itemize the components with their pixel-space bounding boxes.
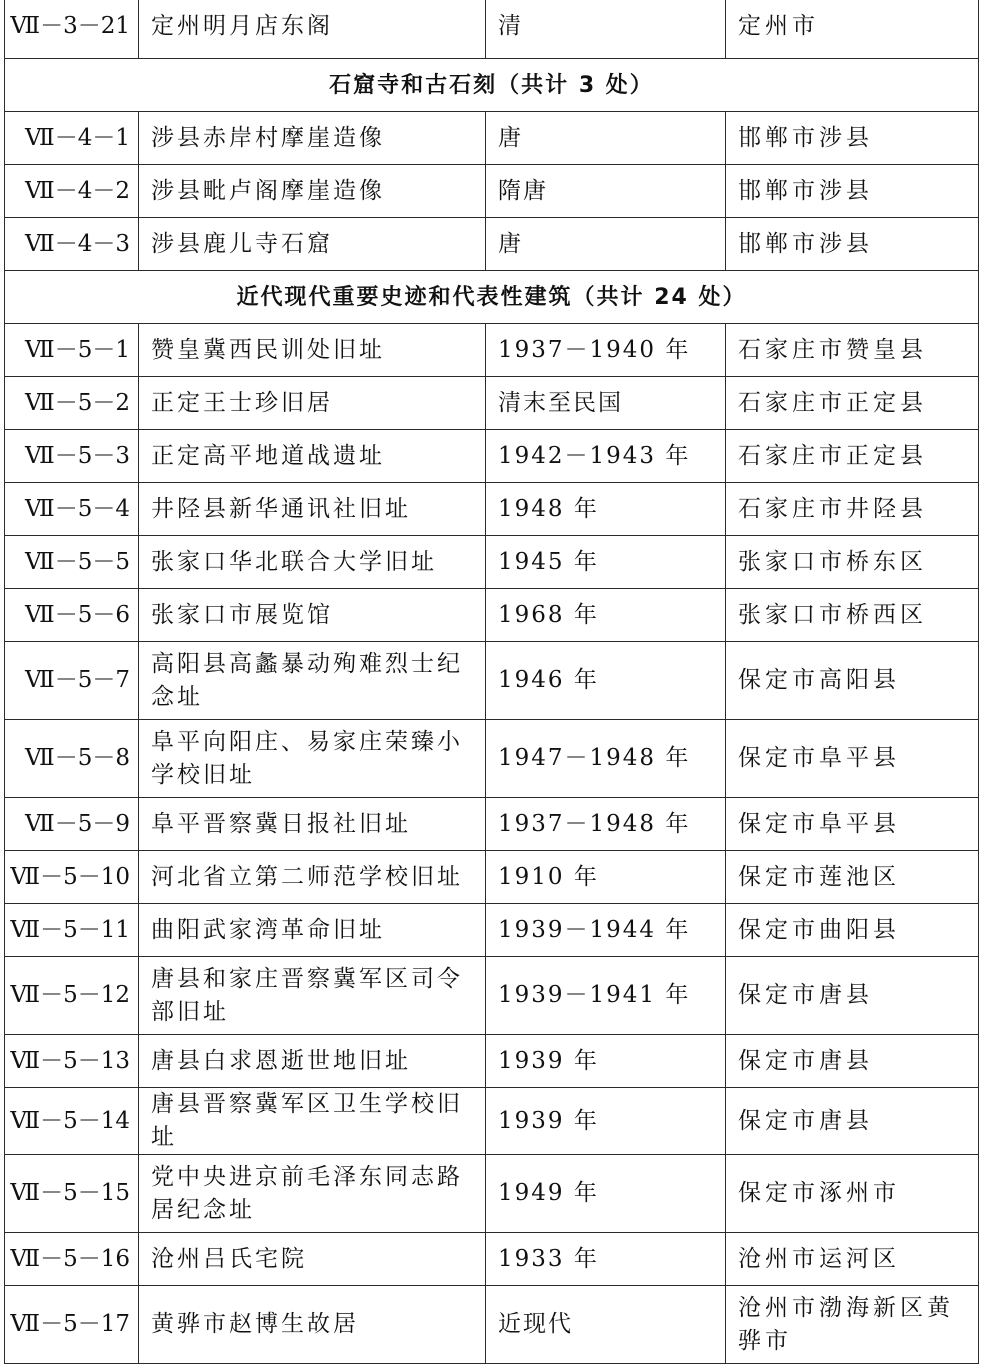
- site-name-cell: 阜平晋察冀日报社旧址: [139, 798, 486, 851]
- site-location-cell: 沧州市运河区: [726, 1233, 979, 1286]
- site-name-cell: 张家口市展览馆: [139, 589, 486, 642]
- site-era-cell: 唐: [486, 218, 726, 271]
- table-row: [5, 483, 979, 536]
- site-name-cell: 沧州吕氏宅院: [139, 1233, 486, 1286]
- site-location-cell: 保定市唐县: [726, 957, 979, 1035]
- site-code-cell: Ⅶ－5－15: [5, 1155, 139, 1233]
- site-code-cell: Ⅶ－5－6: [5, 589, 139, 642]
- site-name-cell: 涉县赤岸村摩崖造像: [139, 112, 486, 165]
- site-code-cell: Ⅶ－5－9: [5, 798, 139, 851]
- site-name-cell: 涉县毗卢阁摩崖造像: [139, 165, 486, 218]
- table-row: [5, 1286, 979, 1364]
- site-code-cell: Ⅶ－5－4: [5, 483, 139, 536]
- site-name-cell: 黄骅市赵博生故居: [139, 1286, 486, 1364]
- site-era-cell: 清: [486, 0, 726, 59]
- section-header-row: [5, 271, 979, 324]
- site-code-cell: Ⅶ－4－1: [5, 112, 139, 165]
- site-code-cell: Ⅶ－5－17: [5, 1286, 139, 1364]
- site-location-cell: 定州市: [726, 0, 979, 59]
- site-era-cell: 1947－1948 年: [486, 720, 726, 798]
- site-name-cell: 唐县和家庄晋察冀军区司令部旧址: [139, 957, 486, 1035]
- table-row: [5, 1088, 979, 1155]
- table-row: [5, 1233, 979, 1286]
- site-era-cell: 1968 年: [486, 589, 726, 642]
- table-row: [5, 536, 979, 589]
- site-name-cell: 唐县晋察冀军区卫生学校旧址: [139, 1088, 486, 1155]
- site-era-cell: 隋唐: [486, 165, 726, 218]
- site-era-cell: 1942－1943 年: [486, 430, 726, 483]
- site-era-cell: 1939－1941 年: [486, 957, 726, 1035]
- site-location-cell: 石家庄市正定县: [726, 377, 979, 430]
- table-row: [5, 798, 979, 851]
- site-code-cell: Ⅶ－5－14: [5, 1088, 139, 1155]
- table-row: [5, 430, 979, 483]
- site-name-cell: 阜平向阳庄、易家庄荣臻小学校旧址: [139, 720, 486, 798]
- section-header-row: [5, 59, 979, 112]
- site-code-cell: Ⅶ－3－21: [5, 0, 139, 59]
- site-era-cell: 1939 年: [486, 1088, 726, 1155]
- table-row: [5, 377, 979, 430]
- site-code-cell: Ⅶ－5－5: [5, 536, 139, 589]
- site-name-cell: 井陉县新华通讯社旧址: [139, 483, 486, 536]
- site-era-cell: 清末至民国: [486, 377, 726, 430]
- site-location-cell: 邯郸市涉县: [726, 218, 979, 271]
- table-row: [5, 1155, 979, 1233]
- table-row: [5, 218, 979, 271]
- site-code-cell: Ⅶ－4－3: [5, 218, 139, 271]
- site-code-cell: Ⅶ－5－12: [5, 957, 139, 1035]
- heritage-sites-table: [4, 0, 979, 1364]
- site-code-cell: Ⅶ－5－11: [5, 904, 139, 957]
- table-row: [5, 165, 979, 218]
- site-code-cell: Ⅶ－5－1: [5, 324, 139, 377]
- site-era-cell: 1910 年: [486, 851, 726, 904]
- table-row: [5, 642, 979, 720]
- site-name-cell: 河北省立第二师范学校旧址: [139, 851, 486, 904]
- site-name-cell: 定州明月店东阁: [139, 0, 486, 59]
- site-name-cell: 张家口华北联合大学旧址: [139, 536, 486, 589]
- site-location-cell: 保定市阜平县: [726, 798, 979, 851]
- site-code-cell: Ⅶ－4－2: [5, 165, 139, 218]
- site-location-cell: 保定市涿州市: [726, 1155, 979, 1233]
- site-name-cell: 正定高平地道战遗址: [139, 430, 486, 483]
- site-code-cell: Ⅶ－5－10: [5, 851, 139, 904]
- site-location-cell: 保定市阜平县: [726, 720, 979, 798]
- site-location-cell: 保定市曲阳县: [726, 904, 979, 957]
- site-era-cell: 1946 年: [486, 642, 726, 720]
- site-name-cell: 曲阳武家湾革命旧址: [139, 904, 486, 957]
- site-location-cell: 保定市莲池区: [726, 851, 979, 904]
- site-location-cell: 保定市高阳县: [726, 642, 979, 720]
- site-name-cell: 正定王士珍旧居: [139, 377, 486, 430]
- site-era-cell: 1937－1940 年: [486, 324, 726, 377]
- site-code-cell: Ⅶ－5－8: [5, 720, 139, 798]
- site-location-cell: 石家庄市赞皇县: [726, 324, 979, 377]
- section-title: 石窟寺和古石刻（共计 3 处）: [5, 59, 979, 112]
- site-code-cell: Ⅶ－5－3: [5, 430, 139, 483]
- site-name-cell: 唐县白求恩逝世地旧址: [139, 1035, 486, 1088]
- section-title: 近代现代重要史迹和代表性建筑（共计 24 处）: [5, 271, 979, 324]
- site-code-cell: Ⅶ－5－7: [5, 642, 139, 720]
- site-location-cell: 保定市唐县: [726, 1088, 979, 1155]
- site-location-cell: 石家庄市正定县: [726, 430, 979, 483]
- site-location-cell: 邯郸市涉县: [726, 112, 979, 165]
- site-code-cell: Ⅶ－5－16: [5, 1233, 139, 1286]
- site-code-cell: Ⅶ－5－13: [5, 1035, 139, 1088]
- site-name-cell: 高阳县高蠡暴动殉难烈士纪念址: [139, 642, 486, 720]
- site-era-cell: 1939 年: [486, 1035, 726, 1088]
- table-row: [5, 904, 979, 957]
- table-row: [5, 589, 979, 642]
- table-body: [5, 0, 979, 1364]
- site-name-cell: 赞皇冀西民训处旧址: [139, 324, 486, 377]
- site-location-cell: 邯郸市涉县: [726, 165, 979, 218]
- table-row: [5, 720, 979, 798]
- table-row: [5, 324, 979, 377]
- table-row: [5, 957, 979, 1035]
- site-era-cell: 1945 年: [486, 536, 726, 589]
- table-row: [5, 1035, 979, 1088]
- site-name-cell: 涉县鹿儿寺石窟: [139, 218, 486, 271]
- site-location-cell: 张家口市桥东区: [726, 536, 979, 589]
- table-row: [5, 112, 979, 165]
- site-name-cell: 党中央进京前毛泽东同志路居纪念址: [139, 1155, 486, 1233]
- site-era-cell: 唐: [486, 112, 726, 165]
- site-era-cell: 1939－1944 年: [486, 904, 726, 957]
- site-era-cell: 近现代: [486, 1286, 726, 1364]
- site-location-cell: 沧州市渤海新区黄骅市: [726, 1286, 979, 1364]
- site-location-cell: 保定市唐县: [726, 1035, 979, 1088]
- site-era-cell: 1948 年: [486, 483, 726, 536]
- site-era-cell: 1933 年: [486, 1233, 726, 1286]
- site-location-cell: 张家口市桥西区: [726, 589, 979, 642]
- site-era-cell: 1949 年: [486, 1155, 726, 1233]
- site-code-cell: Ⅶ－5－2: [5, 377, 139, 430]
- table-row: [5, 0, 979, 59]
- table-row: [5, 851, 979, 904]
- site-era-cell: 1937－1948 年: [486, 798, 726, 851]
- site-location-cell: 石家庄市井陉县: [726, 483, 979, 536]
